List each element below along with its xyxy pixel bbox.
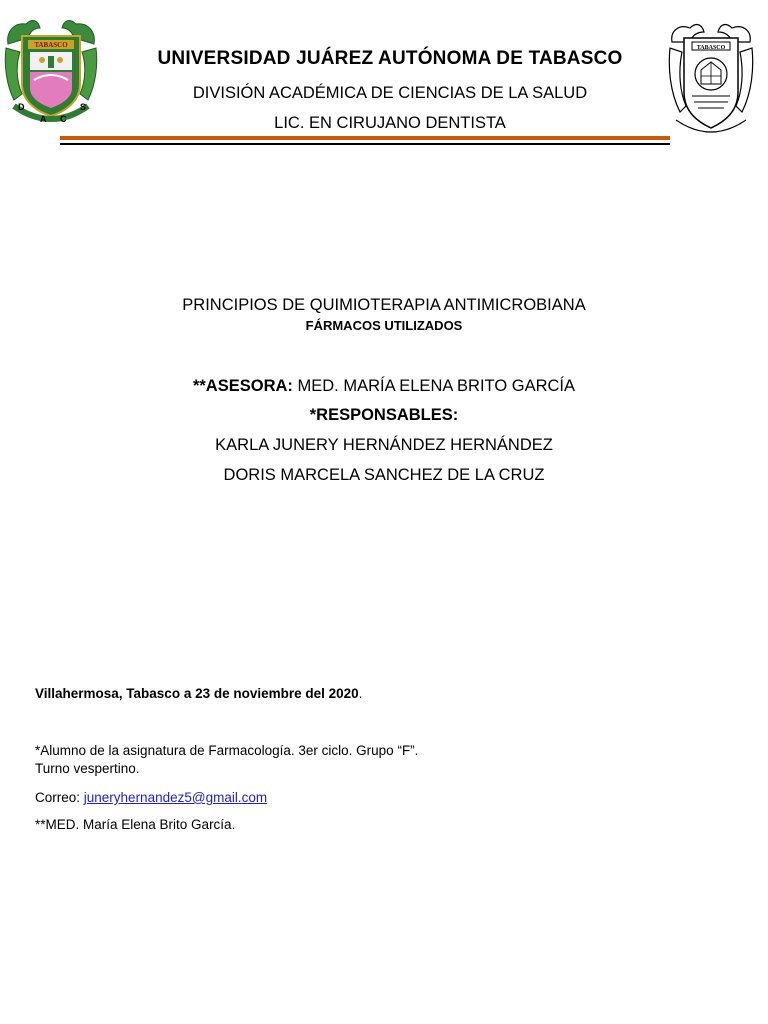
dacs-logo — [4, 14, 98, 130]
right-logo-banner: TABASCO — [696, 45, 726, 51]
students-note-line-2: Turno vespertino. — [35, 761, 140, 776]
place-date — [35, 686, 362, 701]
advisor-name: MED. MARÍA ELENA BRITO GARCÍA — [292, 377, 576, 395]
responsable-item: DORIS MARCELA SANCHEZ DE LA CRUZ — [223, 466, 545, 484]
left-logo-letter-c: C — [60, 114, 67, 124]
advisor-label: **ASESORA: — [192, 377, 293, 395]
document-title: PRINCIPIOS DE QUIMIOTERAPIA ANTIMICROBIANA — [182, 296, 586, 314]
email-label: Correo: — [35, 790, 84, 805]
left-logo-banner: TABASCO — [34, 41, 68, 49]
responsable-item: KARLA JUNERY HERNÁNDEZ HERNÁNDEZ — [215, 436, 553, 454]
responsables-label: *RESPONSABLES: — [309, 406, 459, 424]
advisor-note: **MED. María Elena Brito García. — [35, 817, 236, 832]
left-logo-letter-s: S — [80, 102, 87, 112]
university-name: UNIVERSIDAD JUÁREZ AUTÓNOMA DE TABASCO — [157, 48, 623, 69]
header-divider-black — [60, 143, 670, 145]
email-link[interactable]: juneryhernandez5@gmail.com — [83, 790, 268, 805]
division-name: DIVISIÓN ACADÉMICA DE CIENCIAS DE LA SALUD — [192, 84, 588, 102]
header-divider-orange — [60, 136, 670, 140]
document-subtitle: FÁRMACOS UTILIZADOS — [305, 318, 463, 333]
left-logo-letter-a: A — [40, 114, 47, 124]
students-note — [35, 742, 418, 778]
email-line — [35, 789, 267, 807]
left-logo-letter-d: D — [18, 102, 25, 112]
program-name: LIC. EN CIRUJANO DENTISTA — [274, 114, 506, 132]
advisor-line — [0, 377, 768, 396]
place-date-period: . — [358, 686, 363, 701]
students-note-line-1: *Alumno de la asignatura de Farmacología. 3er ciclo. Grupo “F”. — [35, 743, 419, 758]
place-date-text: Villahermosa, Tabasco a 23 de noviembre del 2020 — [35, 686, 359, 701]
